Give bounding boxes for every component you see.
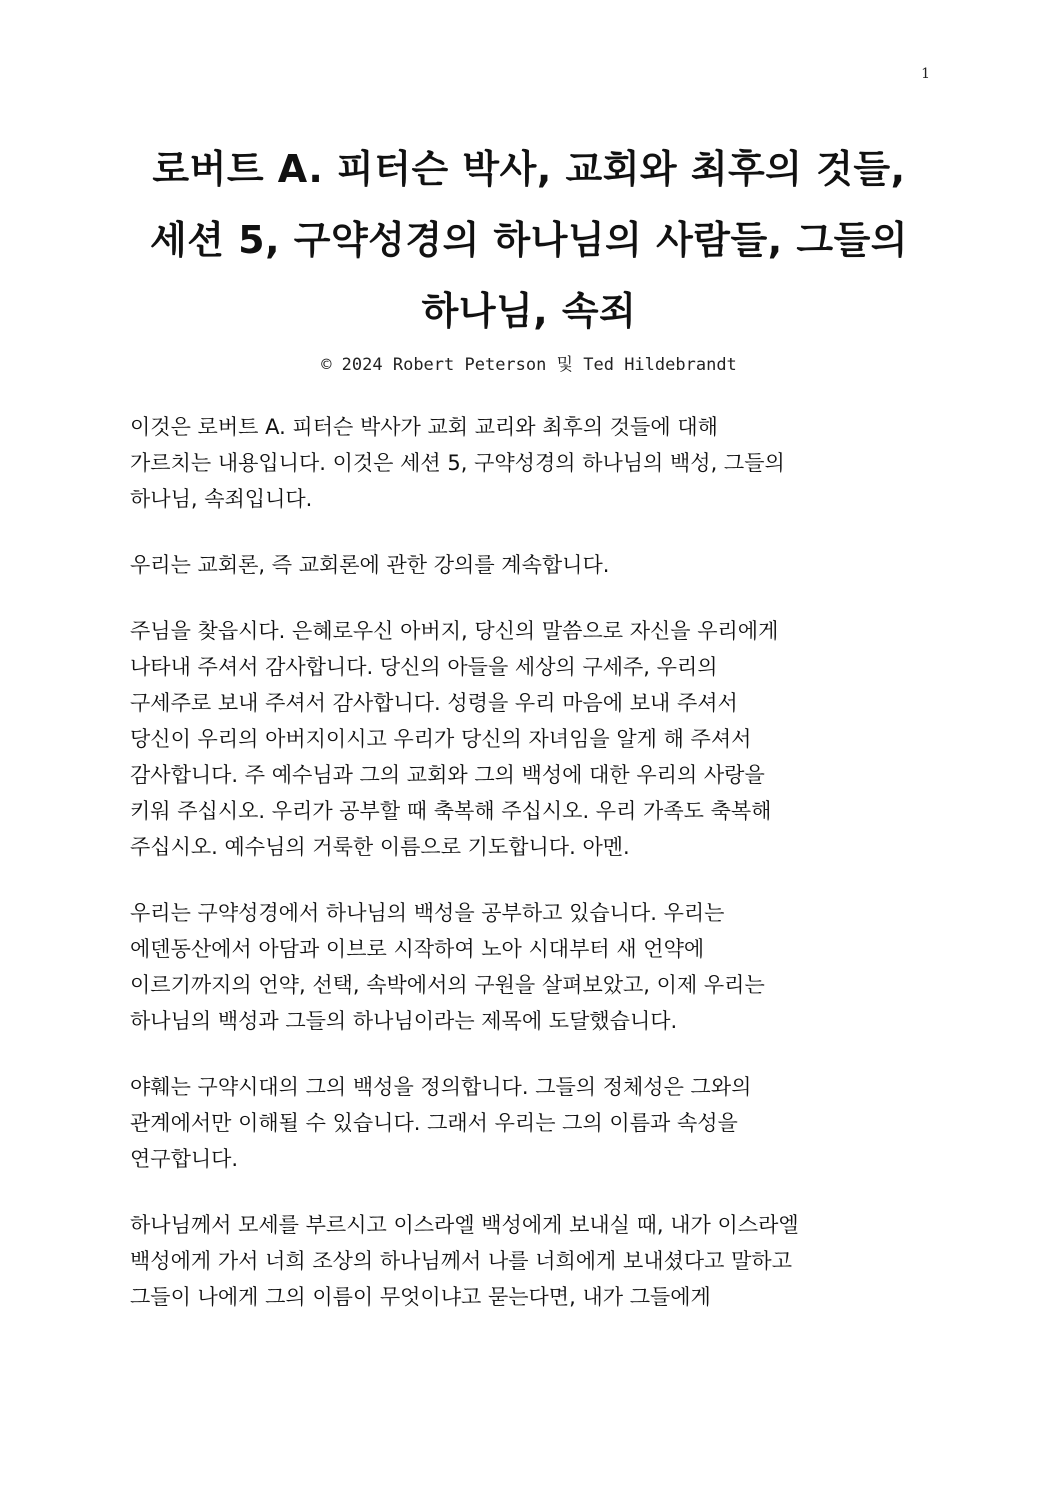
paragraph-yahweh (130, 1069, 928, 1177)
text-line: 키워 주십시오. 우리가 공부할 때 축복해 주십시오. 우리 가족도 축복해 (130, 799, 772, 823)
paragraph-people-of-god (130, 895, 928, 1039)
paragraph-lecture-continuation (130, 547, 928, 583)
copyright-notice: © 2024 Robert Peterson 및 Ted Hildebrandt (321, 355, 737, 375)
text-line: 나타내 주셔서 감사합니다. 당신의 아들을 세상의 구세주, 우리의 (130, 655, 718, 679)
title-line: 로버트 A. 피터슨 박사, 교회와 최후의 것들, (152, 147, 906, 191)
text-line: 이것은 로버트 A. 피터슨 박사가 교회 교리와 최후의 것들에 대해 (130, 415, 718, 439)
text-line: 구세주로 보내 주셔서 감사합니다. 성령을 우리 마음에 보내 주셔서 (130, 691, 738, 715)
page-number: 1 (921, 66, 930, 82)
title-line: 세션 5, 구약성경의 하나님의 사람들, 그들의 (150, 218, 908, 262)
paragraph-intro (130, 409, 928, 517)
text-line: 하나님의 백성과 그들의 하나님이라는 제목에 도달했습니다. (130, 1009, 678, 1033)
document-body (130, 409, 928, 1315)
text-line: 에덴동산에서 아담과 이브로 시작하여 노아 시대부터 새 언약에 (130, 937, 705, 961)
paragraph-prayer (130, 613, 928, 865)
text-line: 야훼는 구약시대의 그의 백성을 정의합니다. 그들의 정체성은 그와의 (130, 1075, 752, 1099)
text-line: 주님을 찾읍시다. 은혜로우신 아버지, 당신의 말씀으로 자신을 우리에게 (130, 619, 779, 643)
text-line: 감사합니다. 주 예수님과 그의 교회와 그의 백성에 대한 우리의 사랑을 (130, 763, 765, 787)
text-line: 관계에서만 이해될 수 있습니다. 그래서 우리는 그의 이름과 속성을 (130, 1111, 738, 1135)
text-line: 당신이 우리의 아버지이시고 우리가 당신의 자녀임을 알게 해 주셔서 (130, 727, 752, 751)
title-line: 하나님, 속죄 (421, 289, 637, 333)
text-line: 하나님, 속죄입니다. (130, 487, 313, 511)
text-line: 우리는 구약성경에서 하나님의 백성을 공부하고 있습니다. 우리는 (130, 901, 725, 925)
text-line: 그들이 나에게 그의 이름이 무엇이냐고 묻는다면, 내가 그들에게 (130, 1285, 711, 1309)
text-line: 주십시오. 예수님의 거룩한 이름으로 기도합니다. 아멘. (130, 835, 630, 859)
paragraph-moses (130, 1207, 928, 1315)
text-line: 백성에게 가서 너희 조상의 하나님께서 나를 너희에게 보내셨다고 말하고 (130, 1249, 792, 1273)
document-title (130, 0, 928, 347)
text-line: 우리는 교회론, 즉 교회론에 관한 강의를 계속합니다. (130, 553, 610, 577)
text-line: 하나님께서 모세를 부르시고 이스라엘 백성에게 보내실 때, 내가 이스라엘 (130, 1213, 799, 1237)
text-line: 연구합니다. (130, 1147, 239, 1171)
text-line: 가르치는 내용입니다. 이것은 세션 5, 구약성경의 하나님의 백성, 그들의 (130, 451, 785, 475)
text-line: 이르기까지의 언약, 선택, 속박에서의 구원을 살펴보았고, 이제 우리는 (130, 973, 765, 997)
